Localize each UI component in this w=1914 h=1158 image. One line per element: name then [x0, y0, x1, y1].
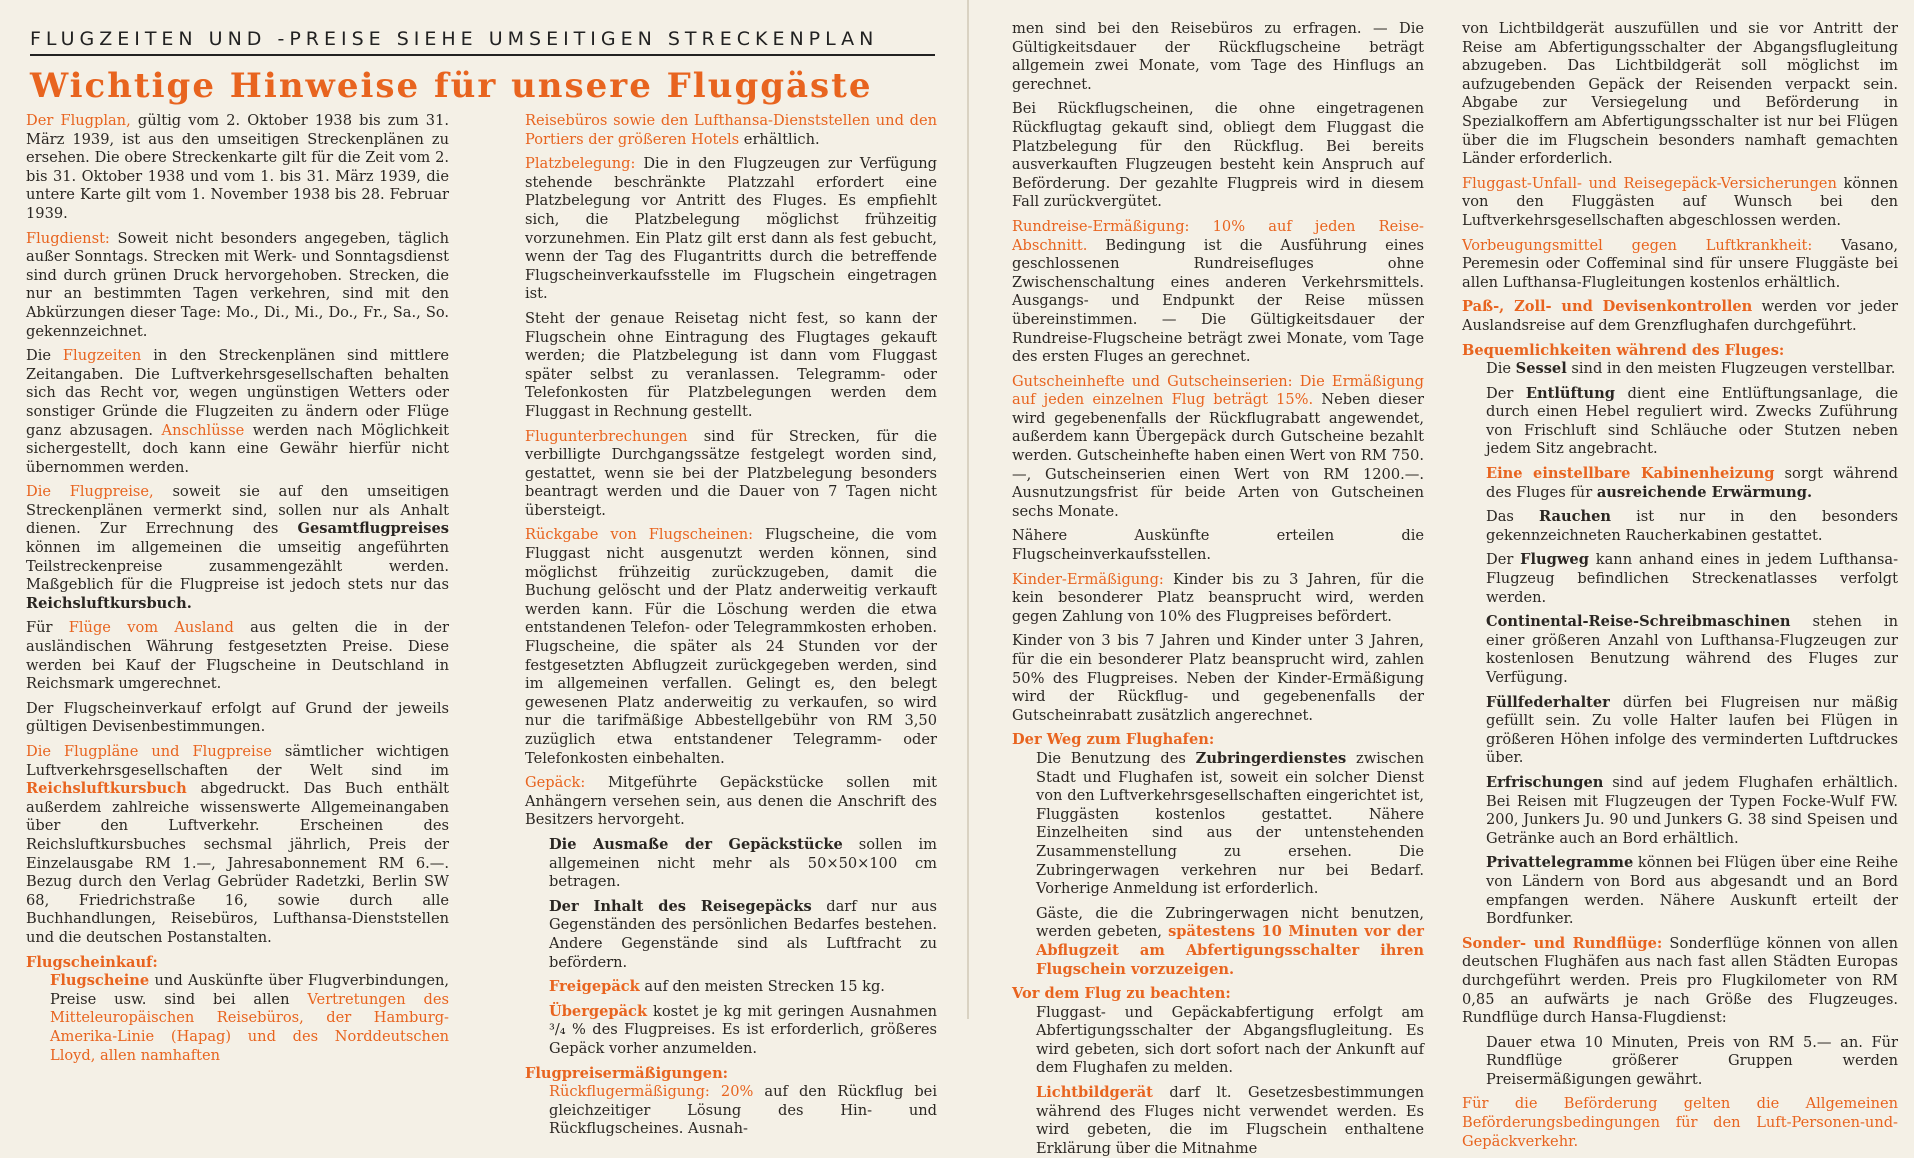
section-bequemlichkeiten: Bequemlichkeiten während des Fluges: — [1462, 341, 1785, 359]
text: sämtlicher wichtigen Luftverkehrsgesellschaften der Welt sind im — [26, 743, 449, 779]
bold-text: Rauchen — [1539, 508, 1611, 526]
bold-text: Privattelegramme — [1486, 854, 1634, 872]
paragraph-lichtbild-2: von Lichtbildgerät auszufüllen und sie vor Antritt der Reise am Abfertigungsschalter der Abgangsflugleitung abzugeben. Das Lichtbildgerät soll möglichst im aufzugebenden Gepäck der Reisenden verpackt sein. Abgabe zur Versiegelung und Beförderung in Spezialkoffern am Abfertigungsschalter ist nur bei Flügen über die im Flugschein besonders namhaft gemachten Länder erforderlich. — [1462, 20, 1898, 168]
text: auf den meisten Strecken 15 kg. — [639, 978, 885, 996]
paragraph-rueckflugermaessigung — [525, 1083, 937, 1139]
text: darf lt. Gesetzesbestimmungen während des Fluges nicht verwendet werden. Es wird gebeten, die im Flugschein enthaltene Erklärung über die Mitnahme — [1036, 1084, 1424, 1157]
paragraph-sonderfluege — [1462, 935, 1898, 1028]
page-title: Wichtige Hinweise für unsere Fluggäste — [30, 66, 873, 106]
text: Gäste, die die Zubringerwagen nicht benutzen, werden gebeten, — [1036, 904, 1424, 941]
bold-text: Füllfederhalter — [1486, 693, 1610, 711]
paragraph-flugunterbrechungen — [525, 428, 937, 521]
paragraph-kontrollen — [1462, 298, 1898, 335]
text: Mitgeführte Gepäckstücke sollen mit Anhängern versehen sein, aus denen die Anschrift des Besitzers hervorgeht. — [525, 774, 937, 829]
text: dürfen bei Flugreisen nur mäßig gefüllt sein. Zu volle Halter laufen bei Flügen in größeren Höhen infolge des verminderten Luftdruckes über. — [1486, 693, 1898, 767]
paragraph-flugdienst — [26, 230, 449, 342]
heading-flugdienst: Flugdienst: — [26, 229, 110, 247]
text: zwischen Stadt und Flughafen ist, soweit ein solcher Dienst von den Luftverkehrsgesellschaften eingerichtet ist, Fluggästen kostenlos gestattet. Nähere Einzelheiten sind aus der untenstehenden Zusammenstellung zu ersehen. Die Zubringerwagen verkehren nur bei Bedarf. Vorherige Anmeldung ist erforderlich. — [1036, 749, 1424, 898]
paragraph-lichtbildgeraet — [1012, 1084, 1424, 1158]
bold-text: Sessel — [1515, 360, 1567, 378]
bold-text: Der Inhalt des Reisegepäcks — [549, 897, 812, 915]
text: dient eine Entlüftungsanlage, die durch einen Hebel reguliert wird. Zwecks Zuführung von Frischluft sind Schläuche oder Stutzen neben jedem Sitz angebracht. — [1486, 384, 1899, 458]
text: Kinder bis zu 3 Jahren, für die kein besonderer Platz beansprucht wird, werden gegen Zahlung von 10% des Flugpreises befördert. — [1012, 570, 1424, 625]
paragraph-entlueftung — [1462, 385, 1898, 459]
bold-text: Reichsluftkursbuch. — [26, 594, 192, 612]
text: werden vor jeder Auslandsreise auf dem Grenzflughafen durchgeführt. — [1462, 298, 1898, 334]
paragraph-flugzeiten — [26, 347, 449, 477]
paragraph-rueckgabe — [525, 526, 937, 768]
bold-text: Flugweg — [1520, 551, 1589, 569]
paragraph-sessel — [1462, 360, 1898, 379]
text: Der — [1486, 384, 1526, 402]
bold-text: ausreichende Erwärmung. — [1596, 483, 1813, 501]
paragraph-reisebueros — [525, 112, 937, 149]
page-fold — [967, 0, 969, 1019]
text: Das — [1486, 508, 1540, 526]
column-4 — [1462, 20, 1899, 1150]
text: kostet je kg mit geringen Ausnahmen ³/₄ % des Flugpreises. Es ist erforderlich, größeres Gepäck vorher anzumelden. — [549, 1002, 937, 1057]
text: Die in den Flugzeugen zur Verfügung stehende beschränkte Platzzahl erfordert eine Platzbelegung vor Antritt des Fluges. Es empfiehlt sich, die Platzbelegung möglichst frühzeitig vorzunehmen. Ein Platz gilt erst dann als fest gebucht, wenn der Tag des Flugantritts durch die betreffende Flugscheinverkaufsstelle im Flugschein eingetragen ist. — [525, 155, 937, 303]
text: Für — [26, 619, 69, 637]
text: können bei Flügen über eine Reihe von Ländern von Bord aus abgesandt und an Bord empfangen werden. Nähere Auskunft erteilt der Bordfunker. — [1486, 854, 1898, 928]
text: können im allgemeinen die umseitig angeführten Teilstreckenpreise zusammengezählt werden. Maßgeblich für die Flugpreise ist jedoch stets nur das — [26, 539, 449, 594]
heading-gutscheinhefte: Gutscheinhefte und Gutscheinserien: Die Ermäßigung auf jeden einzelnen Flug beträgt 15%. — [1012, 372, 1424, 409]
paragraph-gaeste — [1012, 905, 1424, 979]
text: und Auskünfte über Flugverbindungen, Preise usw. sind bei allen — [50, 972, 449, 1008]
paragraph-erfrischungen — [1462, 774, 1898, 848]
paragraph-fuellfederhalter — [1462, 694, 1898, 768]
heading-flugpreise: Die Flugpreise, — [26, 483, 154, 501]
paragraph-reisetag: Steht der genaue Reisetag nicht fest, so kann der Flugschein ohne Eintragung des Flugtages gekauft werden; die Platzbelegung ist dann vom Fluggast später selbst zu veranlassen. Telegramm- oder Telefonkosten für Platzbelegungen werden dem Fluggast in Rechnung gestellt. — [525, 309, 937, 420]
heading-reisebueros: Reisebüros sowie den Lufthansa-Dienststellen und den Portiers der größeren Hotels — [525, 112, 937, 148]
heading-rueckgabe: Rückgabe von Flugscheinen: — [525, 526, 754, 544]
heading-rundreise: Rundreise-Ermäßigung: 10% auf jeden Reise-Abschnitt. — [1012, 217, 1424, 254]
paragraph-zubringer — [1012, 750, 1424, 899]
bold-text: Continental-Reise-Schreibmaschinen — [1486, 613, 1791, 631]
heading-vertretungen: Vertretungen des Mitteleuropäischen Reisebüros, der Hamburg-Amerika-Linie (Hapag) und des Norddeutschen Lloyd, allen namhaften — [50, 990, 450, 1064]
paragraph-schreibmaschinen — [1462, 613, 1898, 687]
text: Der — [1486, 551, 1521, 569]
text: Die Benutzung des — [1036, 749, 1196, 767]
heading-uebergepaeck: Übergepäck — [549, 1002, 648, 1020]
bold-text: Die Ausmaße der Gepäckstücke — [549, 835, 843, 853]
paragraph-rundfluege: Dauer etwa 10 Minuten, Preis von RM 5.— an. Für Rundflüge größerer Gruppen werden Preisermäßigungen gewährt. — [1486, 1033, 1898, 1088]
text: sind für Strecken, für die verbilligte Durchgangssätze festgelegt worden sind, gestattet, wenn sie bei der Platzbelegung besonders beantragt werden und die Dauer von 7 Tagen nicht übersteigt. — [525, 427, 937, 519]
heading-flugplan: Der Flugplan, — [26, 112, 131, 129]
text: auf den Rückflug bei gleichzeitiger Lösung des Hin- und Rückflugscheines. Ausnah- — [549, 1083, 937, 1138]
paragraph-privattelegramme — [1462, 854, 1898, 928]
text: sind auf jedem Flughafen erhältlich. Bei Reisen mit Flugzeugen der Typen Focke-Wulf FW. 200, Junkers Ju. 90 und Junkers G. 38 sind Speisen und Getränke auch an Bord erhältlich. — [1486, 773, 1898, 847]
text: kann anhand eines in jedem Lufthansa-Flugzeug befindlichen Streckenatlasses verfolgt werden. — [1486, 551, 1898, 606]
text: Die — [1486, 360, 1516, 378]
text: Bedingung ist die Ausführung eines geschlossenen Rundreisefluges ohne Zwischenschaltung eines anderen Verkehrsmittels. Ausgangs- und Endpunkt der Reise müssen übereinstimmen. — Die Gültigkeitsdauer der Rundreise-Flugscheine beträgt zwei Monate, vom Tage des ersten Fluges an gerechnet. — [1012, 236, 1424, 366]
heading-kontrollen: Paß-, Zoll- und Devisenkontrollen — [1462, 298, 1753, 316]
paragraph-luftkrankheit — [1462, 237, 1898, 293]
section-flugpreisermaessigungen: Flugpreisermäßigungen: — [525, 1064, 729, 1082]
heading-lichtbildgeraet: Lichtbildgerät — [1036, 1084, 1153, 1102]
text: gelten die Allgemeinen Beförderungsbedingungen für den Luft-Personen-und-Gepäckverkehr. — [1462, 1095, 1899, 1150]
bold-text: Gesamtflugpreises — [297, 520, 449, 538]
bold-text: Zubringerdienstes — [1195, 749, 1347, 767]
text: abgedruckt. Das Buch enthält außerdem zahlreiche wissenswerte Allgemeinangaben über den Luftverkehr. Erscheinen des Reichsluftkursbuches sechsmal jährlich, Preis der Einzelausgabe RM 1.—, Jahresabonnement RM 6.—. Bezug durch den Verlag Gebrüder Radetzki, Berlin SW 68, Friedrichstraße 16, sowie durch alle Buchhandlungen, Reisebüros, Lufthansa-Dienststellen und die deutschen Postanstalten. — [26, 780, 449, 946]
paragraph-freigepaeck — [525, 978, 937, 997]
paragraph-gutscheinhefte — [1012, 373, 1424, 522]
paragraph-kursbuch — [26, 743, 449, 948]
text: Neben dieser wird gegebenenfalls der Rückflugrabatt angewendet, außerdem kann Übergepäck durch Gutscheine bezahlt werden. Gutscheinhefte haben einen Wert von RM 750.—, Gutscheinserien einen Wert von RM 1200.—. Ausnutzungsfrist für beide Arten von Gutscheinen sechs Monate. — [1012, 391, 1425, 520]
heading-flugzeiten: Flugzeiten — [62, 347, 142, 365]
text: Flugscheine, die vom Fluggast nicht ausgenutzt werden können, sind möglichst frühzeitig zurückzugeben, damit die Buchung gelöscht und der Platz anderweitig verkauft werden kann. Für die Löschung werden die etwa entstandenen Telefon- oder Telegrammkosten erhoben. Flugscheine, die später als 24 Stunden vor der festgesetzten Abflugzeit zurückgegeben werden, sind im allgemeinen verfallen. Gelingt es, den belegt gewesenen Platz anderweitig zu verkaufen, so wird nur die tarifmäßige Abbestellgebühr von RM 3,50 zuzüglich etwa entstandener Telegramm- oder Telefonkosten einbehalten. — [525, 526, 937, 767]
text: soweit sie auf den umseitigen Streckenplänen vermerkt sind, sollen nur als Anhalt dienen. Zur Errechnung des — [26, 483, 449, 538]
section-flugscheinkauf: Flugscheinkauf: — [26, 953, 158, 971]
text: ist nur in den besonders gekennzeichneten Raucherkabinen gestattet. — [1486, 508, 1899, 544]
heading-kinder: Kinder-Ermäßigung: — [1012, 570, 1164, 588]
text: gültig vom 2. Oktober 1938 bis zum 31. März 1939, ist aus den umseitigen Streckenplänen zu ersehen. Die obere Streckenkarte gilt für die Zeit vom 2. bis 31. Oktober 1938 und vom 1. bis 31. März 1939, die untere Karte gilt vom 1. November 1938 bis 28. Februar 1939. — [26, 112, 449, 222]
heading-sonderfluege: Sonder- und Rundflüge: — [1462, 934, 1663, 952]
bold-text: Entlüftung — [1525, 384, 1615, 402]
text: in den Streckenplänen sind mittlere Zeitangaben. Die Luftverkehrsgesellschaften behalten sich das Recht vor, wegen ungünstigen Wetters oder sonstiger Gründe die Flugzeiten zu ändern oder Flüge ganz abzusagen. — [26, 347, 449, 439]
column-2 — [525, 112, 938, 1138]
paragraph-kinder — [1012, 571, 1424, 627]
section-vor-dem-flug: Vor dem Flug zu beachten: — [1012, 985, 1231, 1003]
heading-luftkrankheit: Vorbeugungsmittel gegen Luftkrankheit: — [1462, 236, 1813, 254]
heading-gepaeck: Gepäck: — [525, 774, 586, 792]
paragraph-abfertigung: Fluggast- und Gepäckabfertigung erfolgt am Abfertigungsschalter der Abgangsflugleitung. Es wird gebeten, sich dort sofort nach der Ankunft auf dem Flughafen zu melden. — [1036, 1003, 1424, 1077]
paragraph-flugplan — [26, 112, 449, 224]
heading-platzbelegung: Platzbelegung: — [525, 155, 636, 173]
paragraph-heizung — [1462, 465, 1898, 502]
section-weg-zum-flughafen: Der Weg zum Flughafen: — [1012, 731, 1215, 749]
text: Vasano, Peremesin oder Coffeminal sind für unsere Fluggäste bei allen Lufthansa-Flugleitungen kostenlos erhältlich. — [1462, 236, 1898, 291]
paragraph-befoerderung — [1462, 1095, 1898, 1151]
paragraph-ausmasse — [525, 836, 937, 892]
text: erhältlich. — [739, 130, 820, 148]
text: stehen in einer größeren Anzahl von Lufthansa-Flugzeugen zur kostenlosen Benutzung während des Fluges zur Verfügung. — [1486, 613, 1898, 686]
text: Die — [26, 347, 63, 365]
heading-flugunterbrechungen: Flugunterbrechungen — [525, 427, 688, 445]
text: sorgt während des Fluges für — [1486, 465, 1898, 501]
paragraph-platzbelegung — [525, 155, 937, 304]
paragraph-uebergepaeck — [525, 1003, 937, 1059]
text: Soweit nicht besonders angegeben, täglich außer Sonntags. Strecken mit Werk- und Sonntagsdienst sind durch grünen Druck hervorgehoben. Strecken, die nur an bestimmten Tagen verkehren, sind mit den Abkürzungen dieser Tage: Mo., Di., Mi., Do., Fr., Sa., So. gekennzeichnet. — [26, 229, 449, 340]
heading-ausland: Flüge vom Ausland — [68, 619, 234, 637]
paragraph-rauchen — [1462, 508, 1898, 545]
heading-flugscheine: Flugscheine — [50, 972, 150, 990]
heading-heizung: Eine einstellbare Kabinenheizung — [1486, 465, 1775, 483]
paragraph-auskuenfte: Nähere Auskünfte erteilen die Flugscheinverkaufsstellen. — [1012, 527, 1424, 564]
paragraph-devisen: Der Flugscheinverkauf erfolgt auf Grund der jeweils gültigen Devisenbestimmungen. — [26, 699, 449, 736]
paragraph-flugscheine — [26, 972, 449, 1065]
paragraph-flugweg — [1462, 551, 1898, 607]
paragraph-rueckflugscheine: Bei Rückflugscheinen, die ohne eingetragenen Rückflugtag gekauft sind, obliegt dem Fluggast die Platzbelegung für den Rückflug. Bei bereits ausverkauften Flugzeugen besteht kein Anspruch auf Beförderung. Der gezahlte Flugpreis wird in diesem Fall zurückvergütet. — [1012, 100, 1424, 211]
text: aus gelten die in der ausländischen Währung festgesetzten Preise. Diese werden bei Kauf der Flugscheine in Deutschland in Reichsmark umgerechnet. — [26, 619, 449, 693]
heading-befoerderung: Für die Beförderung — [1462, 1095, 1658, 1113]
heading-rueckflugermaessigung: Rückflugermäßigung: 20% — [549, 1083, 754, 1101]
paragraph-rundreise — [1012, 218, 1424, 367]
header-topline: FLUGZEITEN UND -PREISE SIEHE UMSEITIGEN STRECKENPLAN — [30, 28, 935, 56]
text: darf nur aus Gegenständen des persönlichen Bedarfes bestehen. Andere Gegenstände sind als Luftfracht zu befördern. — [549, 897, 938, 971]
paragraph-flugpreise — [26, 483, 449, 613]
text: Sonderflüge können von allen deutschen Flughäfen aus nach fast allen Städten Europas durchgeführt werden. Preis pro Flugkilometer von RM 0,85 an aufwärts je nach Größe des Flugzeuges. Rundflüge durch Hansa-Flugdienst: — [1462, 934, 1898, 1027]
bold-text: Erfrischungen — [1486, 773, 1604, 791]
text: sollen im allgemeinen nicht mehr als 50×50×100 cm betragen. — [549, 835, 937, 891]
heading-anschluesse: Anschlüsse — [161, 421, 245, 439]
paragraph-ausland — [26, 619, 449, 693]
heading-versicherung: Fluggast-Unfall- und Reisegepäck-Versicherungen — [1462, 174, 1837, 192]
paragraph-gueltigkeit: men sind bei den Reisebüros zu erfragen. — Die Gültigkeitsdauer der Rückflugscheine beträgt allgemein zwei Monate, vom Tage des Hinflugs an gerechnet. — [1012, 20, 1424, 93]
heading-reichsluftkursbuch: Reichsluftkursbuch — [26, 780, 187, 798]
text: sind in den meisten Flugzeugen verstellbar. — [1566, 360, 1896, 378]
text: können von den Fluggästen auf Wunsch bei den Luftverkehrsgesellschaften abgeschlossen werden. — [1462, 174, 1898, 229]
column-1 — [26, 112, 450, 1064]
text: werden nach Möglichkeit sichergestellt, doch kann eine Gewähr hierfür nicht übernommen werden. — [26, 421, 449, 476]
paragraph-inhalt — [525, 898, 937, 972]
heading-freigepaeck: Freigepäck — [549, 978, 640, 996]
paragraph-kinder-2: Kinder von 3 bis 7 Jahren und Kinder unter 3 Jahren, für die ein besonderer Platz beansprucht wird, zahlen 50% des Flugpreises. Neben der Kinder-Ermäßigung wird der Rückflug- und gegebenenfalls der Gutscheinrabatt zusätzlich angerechnet. — [1012, 632, 1424, 724]
heading-spaetestens: spätestens 10 Minuten vor der Abflugzeit am Abfertigungsschalter ihren Flugschein vorzuzeigen. — [1036, 923, 1424, 978]
column-3 — [1012, 20, 1425, 1157]
paragraph-gepaeck — [525, 774, 937, 830]
heading-flugplaene: Die Flugpläne und Flugpreise — [26, 743, 272, 760]
paragraph-versicherung — [1462, 175, 1898, 231]
